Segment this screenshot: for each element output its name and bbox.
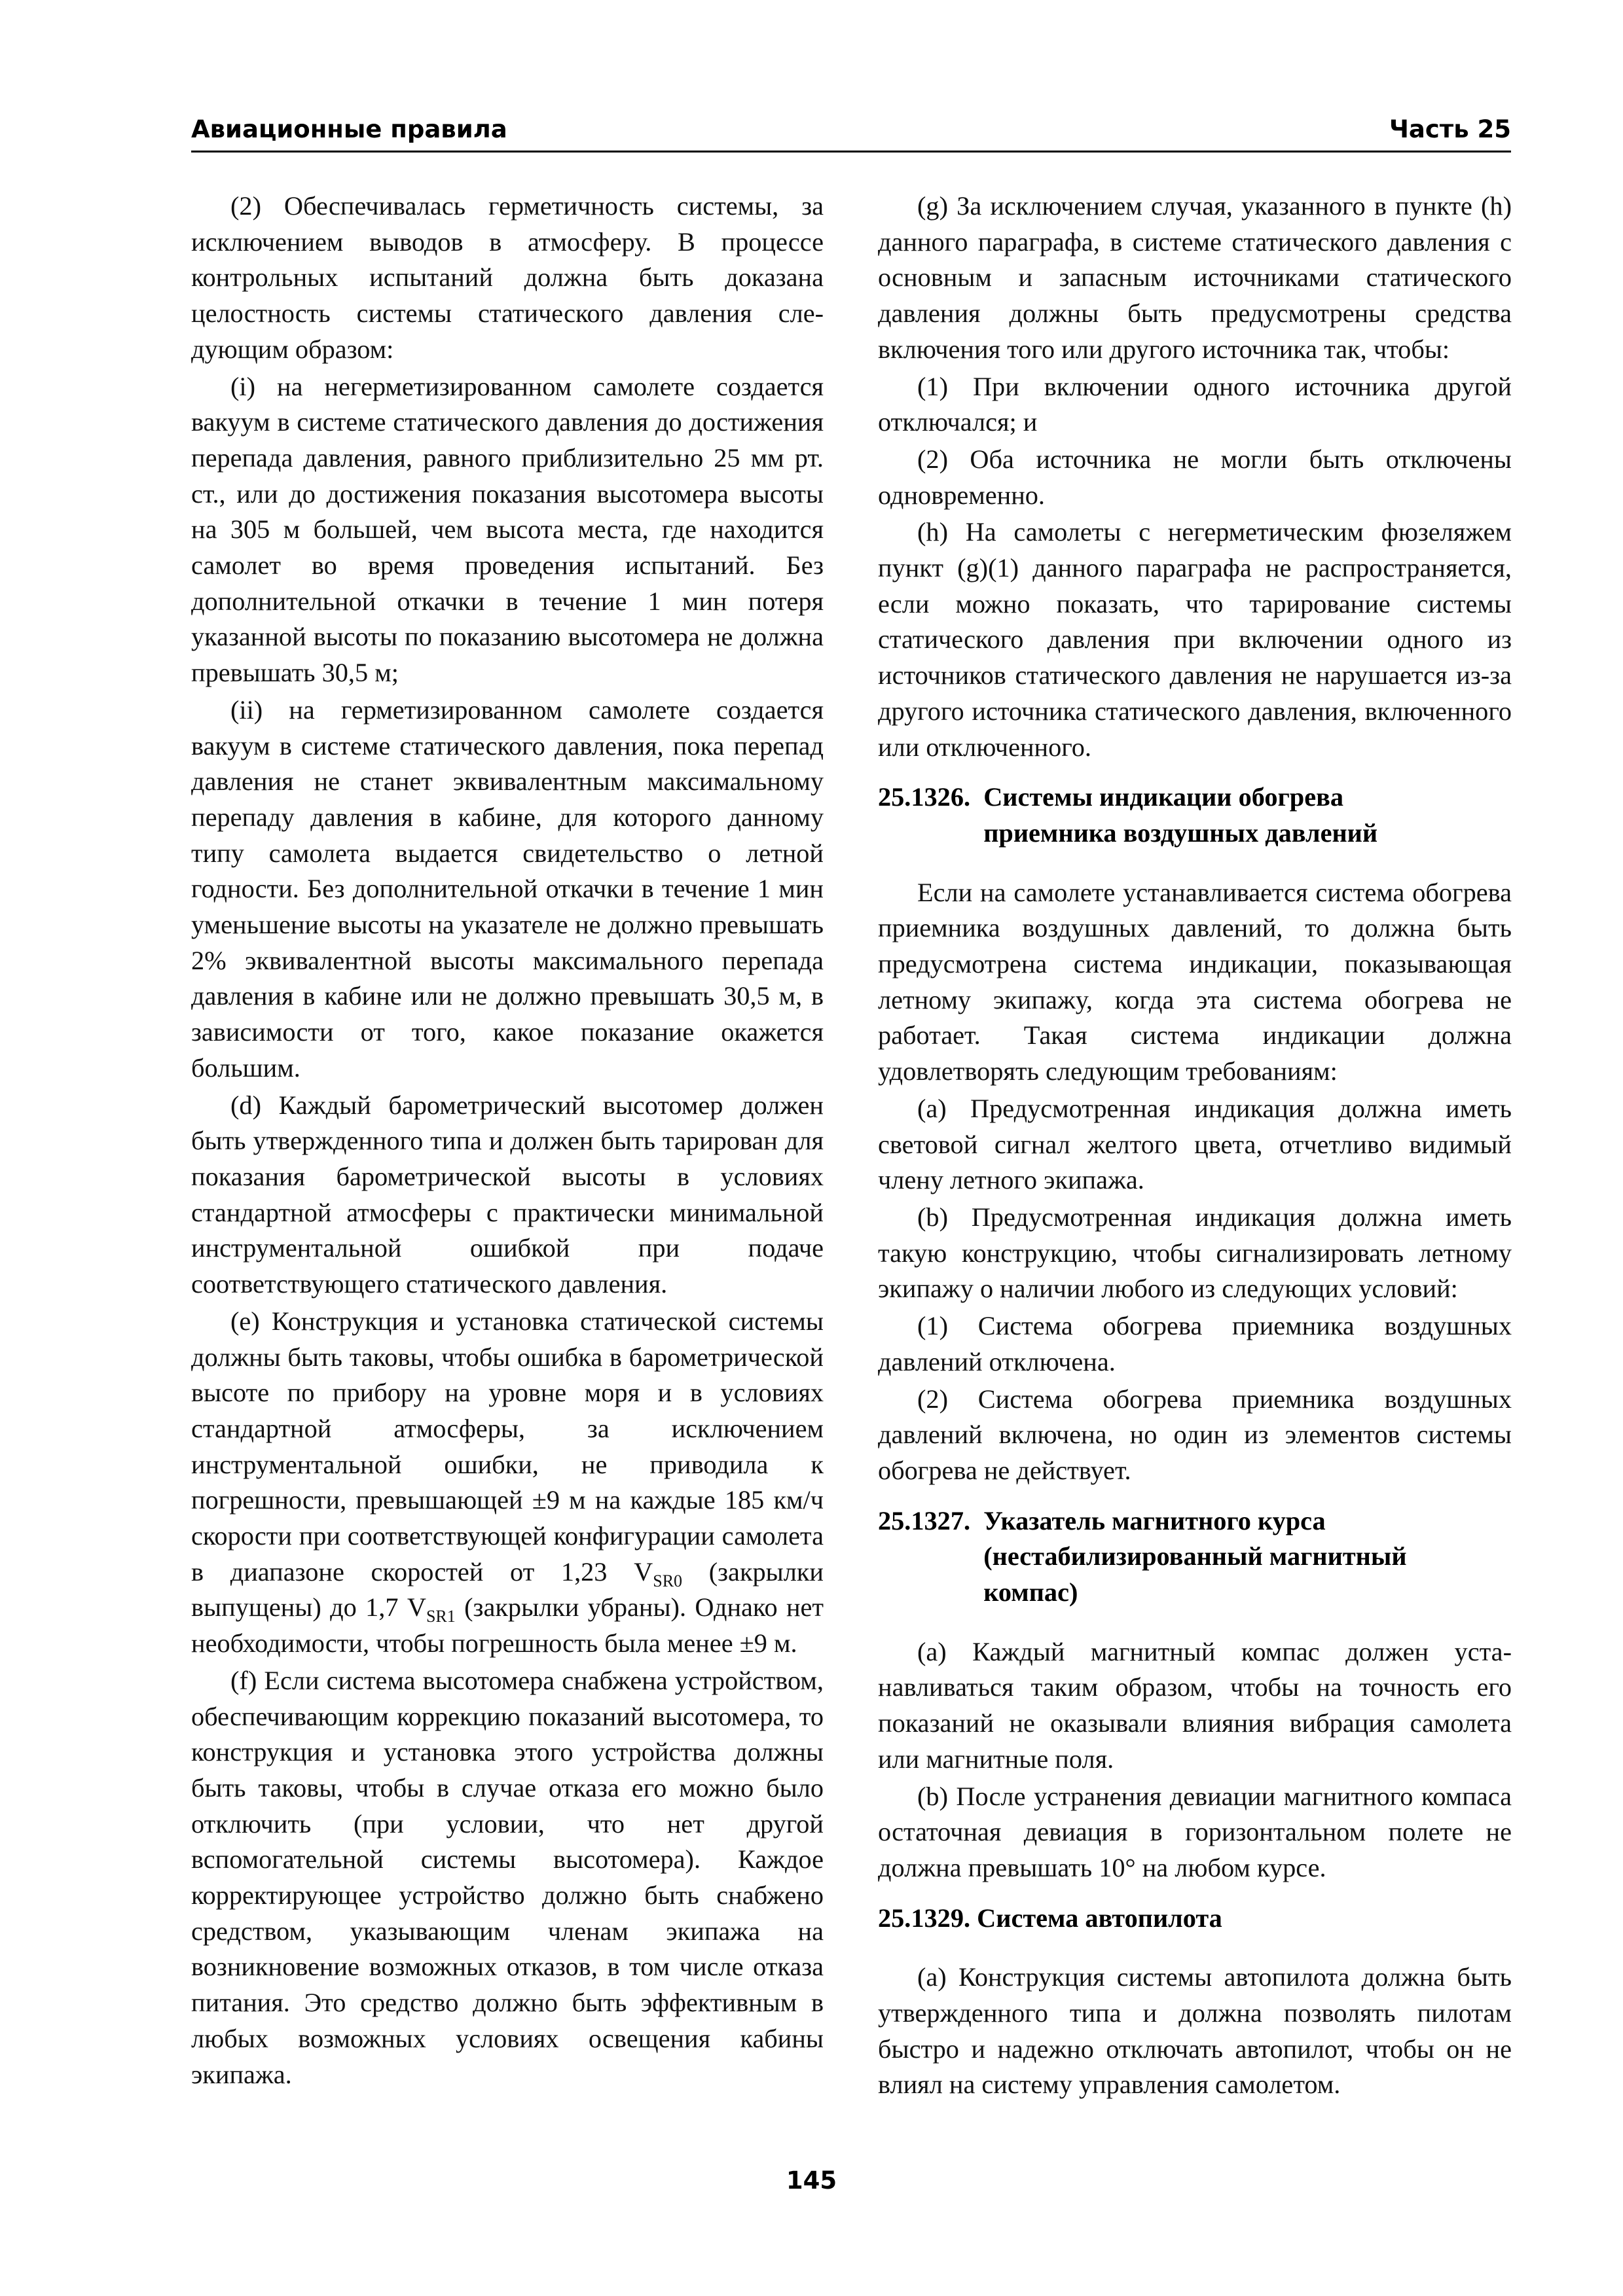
section-1327-b: (b) После устранения девиации магнитного компаса остаточная девиация в горизонтальном полете не должна превышать 10° на любом курсе.: [878, 1781, 1512, 1882]
subscript-sr0: SR0: [653, 1571, 683, 1590]
subscript-sr1: SR1: [426, 1607, 456, 1626]
section-title-1329: Система автопилота: [977, 1903, 1222, 1933]
section-1326-intro: Если на самолете устанавливается система обогрева приемника воздушных давлений, то должна быть предусмотрена система индикации, показывающая летному экипажу, когда эта система обогрева не работает. Такая система индикации должна удовлетворять следующим требованиям:: [878, 877, 1512, 1086]
paragraph-ii: (ii) на герметизированном самолете создается вакуум в системе статического давления, пока перепад давления не станет эквивалентным максимальному перепаду давления в кабине, для которого данному типу самолета выдается свидетельство о летной годности. Без дополнительной откачки в течение 1 мин уменьшение высоты на указателе не должно превышать 2% эквивалентной высоты максимального перепада давления в кабине или не должно превышать 30,5 м, в зависимости от того, какое показание окажется большим.: [191, 694, 824, 1083]
paragraph-2: (2) Обеспечивалась герметичность системы, за исключением выводов в атмосферу. В процессе контрольных испытаний должна быть доказана целостность системы статического давления следующим образом:: [191, 191, 824, 364]
section-number-1329: 25.1329.: [878, 1903, 977, 1933]
section-heading-1327: [878, 1503, 1512, 1611]
section-1329-a: (a) Конструкция системы автопилота должна быть утвержденного типа и должна позволять пилотам быстро и надежно отключать автопилот, чтобы он не влиял на систему управления самолетом.: [878, 1962, 1512, 2100]
paragraph-g-2: (2) Оба источника не могли быть отключены одновременно.: [878, 444, 1512, 510]
section-1326-b: (b) Предусмотренная индикация должна иметь такую конструкцию, чтобы сигнализировать летному экипажу о наличии любого из следующих условий:: [878, 1202, 1512, 1304]
section-heading-1326: [878, 780, 1512, 851]
section-title-1326: Системы индикации обогрева приемника воздушных давлений: [983, 782, 1378, 848]
right-column: [878, 188, 1512, 2104]
running-header: [191, 114, 1511, 152]
paragraph-f: (f) Если система высотомера снабжена устройством, обеспечивающим коррекцию показаний высотомера, то конструкция и установка этого устройства должны быть таковы, чтобы в случае отказа его можно было отключить (при условии, что нет другой вспомогательной системы высотомера). Каждое корректирующее устройство должно быть снабжено средством, указывающим членам экипажа на возникновение возможных отказов, в том числе отказа питания. Это средство должно быть эффективным в любых возможных условиях освещения кабины экипажа.: [191, 1665, 824, 2089]
paragraph-e-text-1: (e) Конструкция и установка статической системы должны быть таковы, чтобы ошибка в барометрической высоте по прибору на уровне моря и в условиях стандартной атмосферы, за исключением инструментальной ошибки, не приводила к погрешности, превышающей ±9 м на каждые 185 км/ч скорости при соответствующей конфигурации самолета в диапазоне скоростей от 1,23 V: [191, 1306, 824, 1587]
paragraph-h: (h) На самолеты с негерметическим фюзеляжем пункт (g)(1) данного параграфа не распространяется, если можно показать, что тарирование системы статического давления при включении одного из источников статического давления не нарушается из-за другого источника статического давления, включенного или отключенного.: [878, 517, 1512, 762]
section-number-1326: 25.1326.: [878, 782, 984, 812]
paragraph-d: (d) Каждый барометрический высотомер должен быть утвержденного типа и должен быть тарирован для показания барометрической высоты в условиях стандартной атмосферы с практически минимальной инструментальной ошибкой при подаче соответствующего статического давления.: [191, 1090, 824, 1299]
paragraph-g: (g) За исключением случая, указанного в пункте (h) данного параграфа, в системе статического давления с основным и запасным источниками статического давления должны быть предусмотрены средства включения того или другого источника так, чтобы:: [878, 191, 1512, 364]
paragraph-e-text-2: (закрылки выпущены) до 1,7 V: [191, 1556, 824, 1623]
section-1327-a: (a) Каждый магнитный компас должен устанавливаться таким образом, чтобы на точность его показаний не оказывали влияния вибрация самолета или магнитные поля.: [878, 1636, 1512, 1774]
paragraph-e: [191, 1304, 824, 1662]
section-1326-b-2: (2) Система обогрева приемника воздушных давлений включена, но один из элементов системы обогрева не действует.: [878, 1384, 1512, 1485]
page-number: 145: [786, 2166, 837, 2195]
paragraph-i: (i) на негерметизированном самолете создается вакуум в системе статического давления до достижения перепада давления, равного приблизительно 25 мм рт. ст., или до достижения показания высотомера высоты на 305 м большей, чем высота места, где находится самолет во время проведения испытаний. Без дополнительной откачки в течение 1 мин потеря указанной высоты по показанию высотомера не должна превышать 30,5 м;: [191, 371, 824, 688]
left-column: [191, 188, 824, 2094]
section-heading-1329: [878, 1901, 1512, 1937]
paragraph-e-text-3: (закрылки убраны). Однако нет необходимости, чтобы погрешность была менее ±9 м.: [191, 1592, 824, 1659]
section-number-1327: 25.1327.: [878, 1505, 984, 1535]
section-title-1327: Указатель магнитного курса (нестабилизированный магнитный компас): [983, 1505, 1407, 1607]
section-1326-b-1: (1) Система обогрева приемника воздушных давлений отключена.: [878, 1311, 1512, 1376]
header-title: Авиационные правила: [191, 115, 507, 143]
section-1326-a: (a) Предусмотренная индикация должна иметь световой сигнал желтого цвета, отчетливо видимый члену летного экипажа.: [878, 1093, 1512, 1195]
header-part: Часть 25: [1389, 115, 1511, 143]
paragraph-g-1: (1) При включении одного источника другой отключался; и: [878, 371, 1512, 437]
